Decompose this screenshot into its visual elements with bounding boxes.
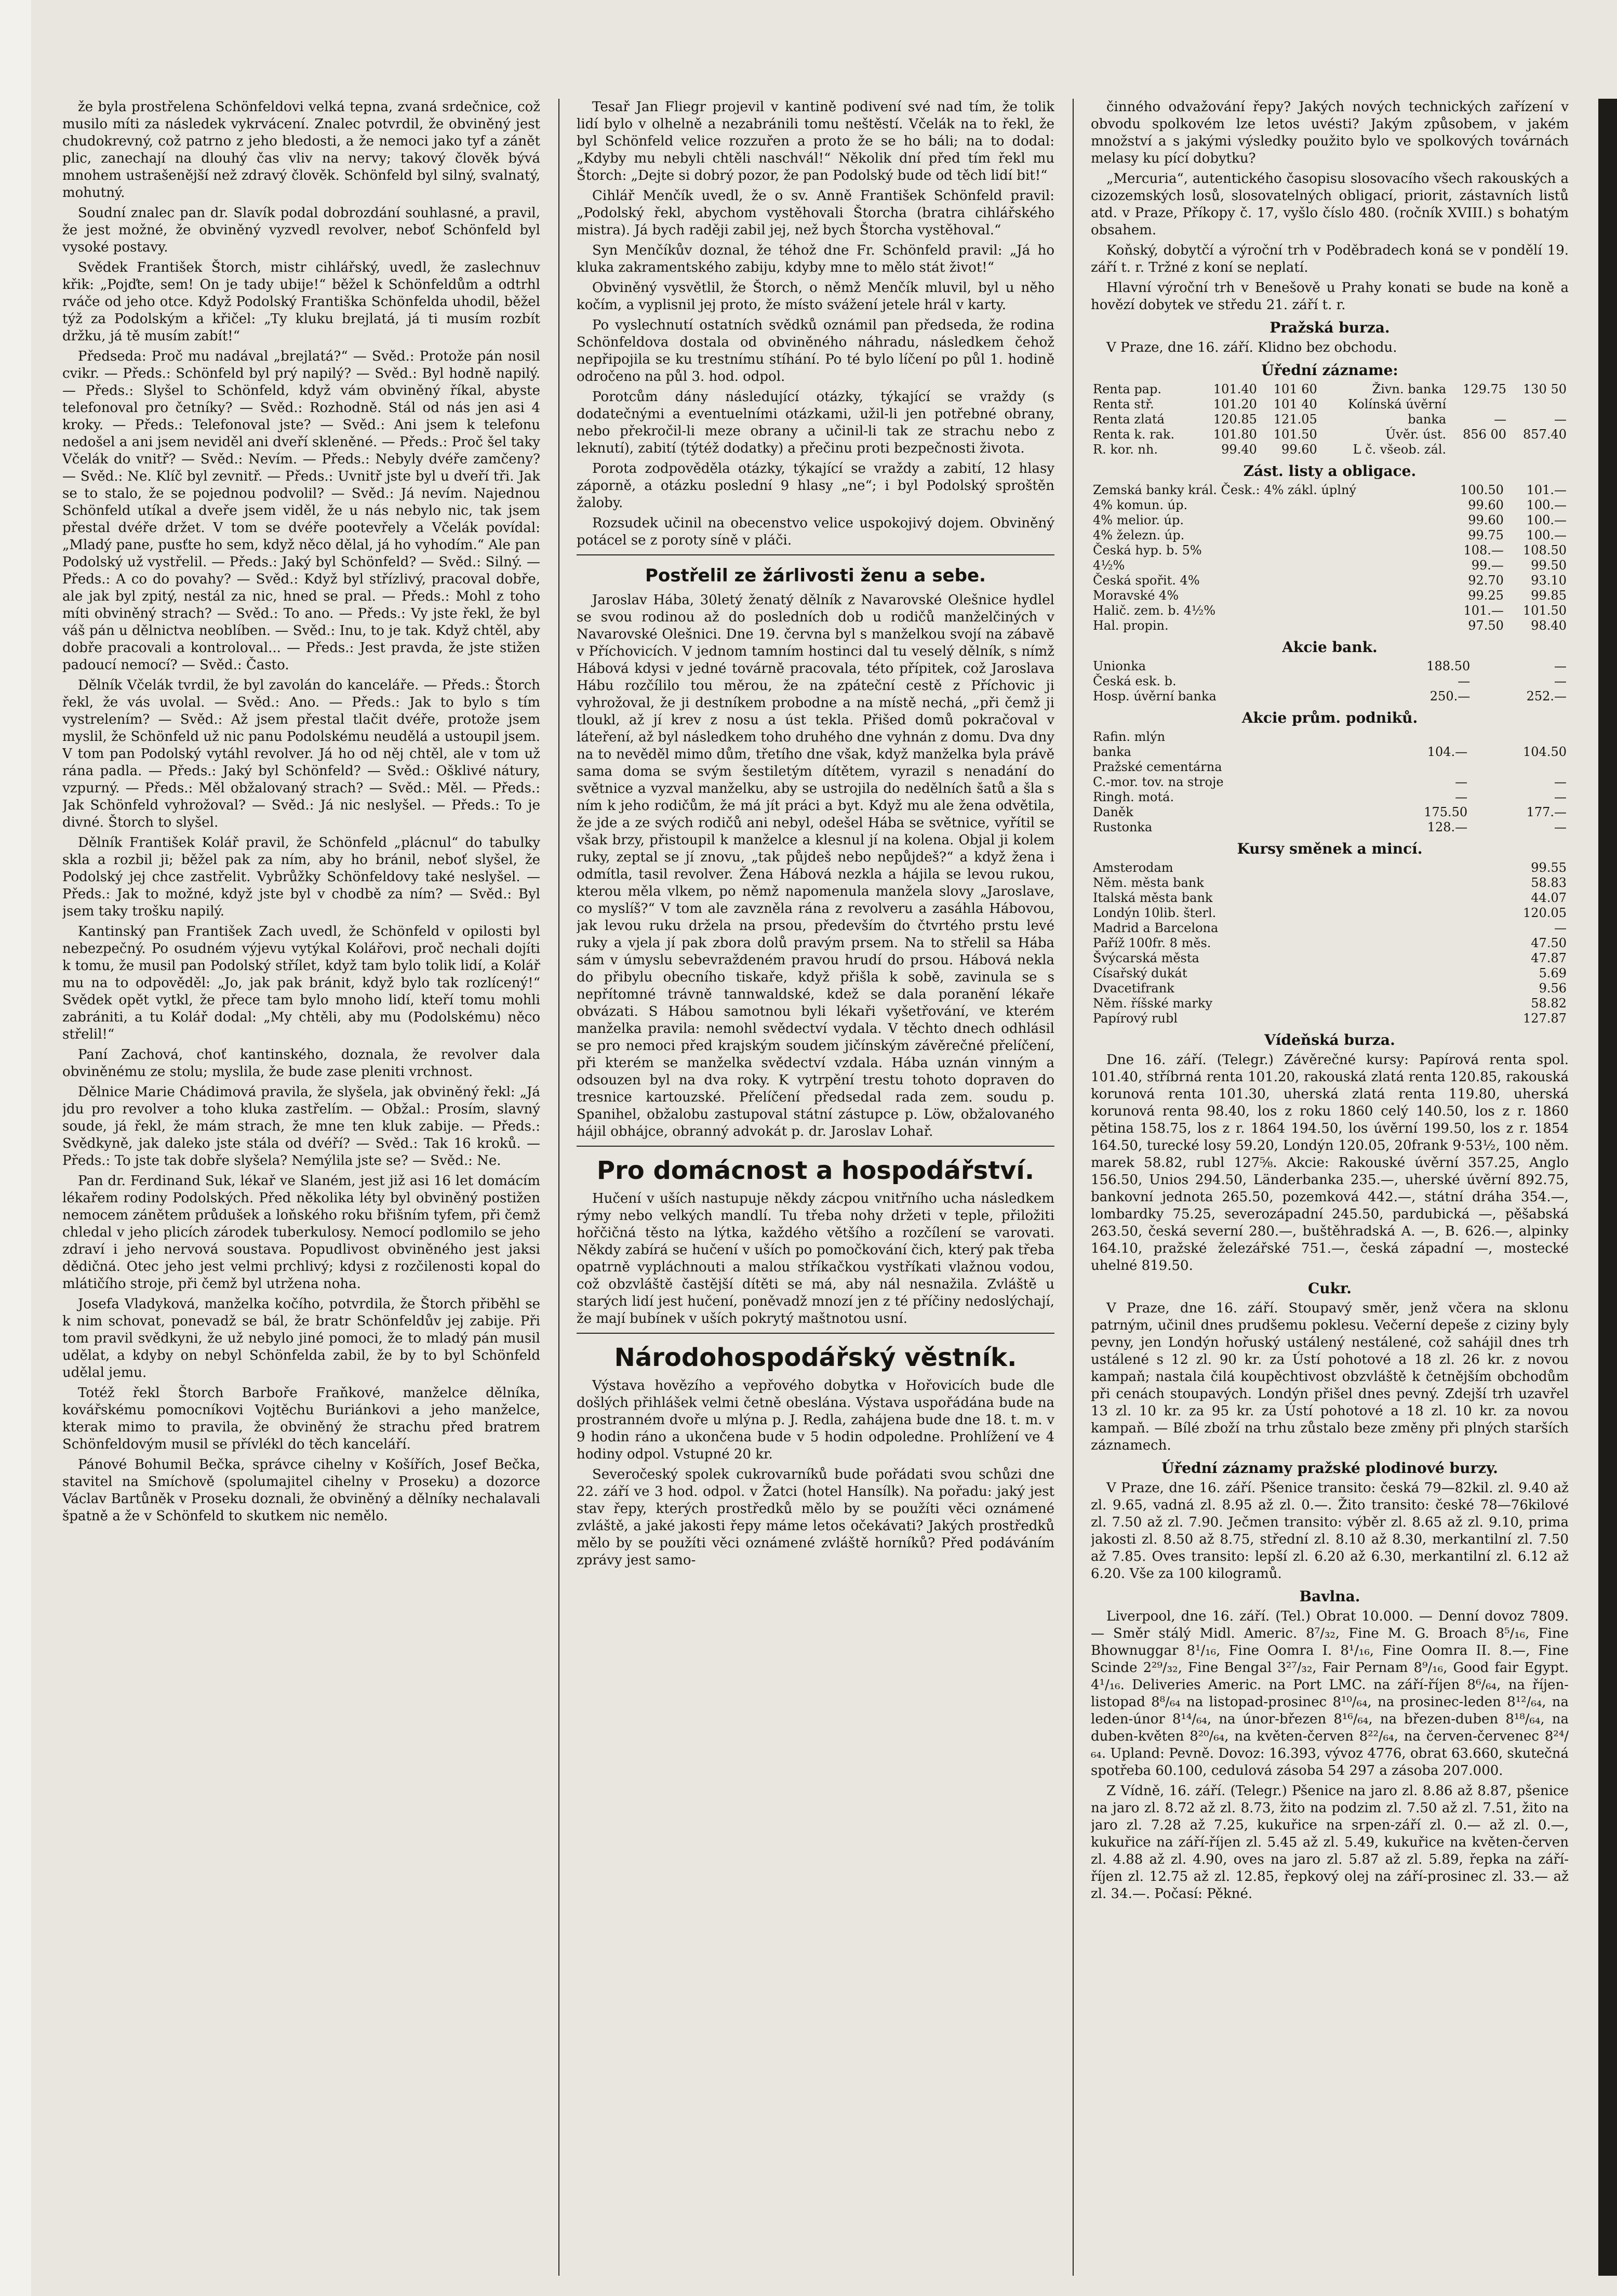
column-2	[577, 99, 1054, 2276]
row-value: 99.60	[1468, 498, 1504, 512]
row-label: 4% komun. úp.	[1093, 498, 1188, 512]
row-value: 101.80	[1213, 427, 1257, 442]
paragraph: Porotcům dány následující otázky, týkající se vraždy (s dodatečnými a eventuelními otázkami, užil-li jen potřebné obrany, nebo překročil-li meze obrany a učinil-li tak ze strachu nebo z leknutí), zabití (týtéž dodatky) a přečinu proti bezpečnosti života.	[577, 389, 1054, 456]
vienna-heading: Vídeňská burza.	[1264, 1031, 1395, 1049]
paragraph: Josefa Vladyková, manželka kočího, potvrdila, že Štorch přiběhl se k nim schovat, ponevadž se bál, že bratr Schönfeldův jej zabije. Při tom pravil svědkyni, že už nebylo jiné pomoci, že to mladý pán musil udělat, a kdyby on nebyl Schönfelda zabil, že by to byl Schönfeld udělal jemu.	[62, 1296, 540, 1381]
row-label: Madrid a Barcelona	[1093, 921, 1219, 935]
paragraph: činného odvažování řepy? Jakých nových technických zařízení v obvodu spolkovém lze letos uvésti? Jakým způsobem, v jakém množství a s jakými výsledky použito bylo ve spolkových továrnách melasy ku pící dobytku?	[1091, 99, 1569, 166]
bond-row	[1091, 513, 1569, 528]
paragraph: Jaroslav Hába, 30letý ženatý dělník z Navarovské Olešnice hydlel se svou rodinou až do posledních dob u rodičů manželčiných v Navarovské Olešnici. Dne 19. června byl s manželkou svojí na zábavě v Příchovicích. V jednom tamním hostinci dal tu veselý dělník, s nímž Hábová kdysi v jedné továrně pracovala, této přípitek, což Jaroslava Hábu rozčílilo tou měrou, že na zpáteční cestě z Příchovic ji vyhrožoval, že ji destníkem probodne a na místě nechá, „při čemž ji tloukl, až jí krev z nosu a úst tekla. Přišed domů pokračoval v láteření, až byl následkem toho druhého dne vyhnán z domu. Dva dny na to nevěděl mimo dům, třetího dne však, když manželka byla právě sama doma se svým šestiletým dítětem, vyrazil s nenadání do světnice a vyzval manželku, aby se ustrojila do nedělních šatů a šla s ním k jeho rodičům, že má jít práci a byt. Když mu ale žena odvětila, že jde a ze svých rodičů ani nebyl, odešel Hába se světnice, vyřítil se však brzy, přistoupil k manželce a klesnul jí na kolena. Objal ji kolem ruky, zeptal se jí znovu, „tak půjdeš nebo nepůjdeš?“ a když žena i odmítla, tasil revolver. Žena Hábová nezkla a hájila se levou rukou, kterou měla vlkem, po němž napomenula manžela slovy „Jaroslave, co myslíš?“ V tom ale zavzněla rána z revolveru a zasáhla Hábovou, jak levou ruku držela na prsou, především do čtvrtého prstu levé ruky a vjela jí pak zbora dolů pravým prsem. Na to střelil sa Hába sám v úmyslu sebevraždeném pravou hrudí do prsou. Hábová nekla do přibylu obecního tiskaře, když přišla k sobě, zavinula se s nepřítomné trávně tannwaldské, kdež se dala poranění lékaře obvázati. S Hábou samotnou byli lékaři vyšetřování, ve kterém manželka pravila: nemohl svědectví vydala. V těchto dnech odhlásil se pro nemoci před krajským soudem jičínským závěrečné přelíčení, při kterém se manželka svědectví vzdala. Hába uznán vinným a odsouzen byl na dva roky. K vytrpění trestu tohoto dopraven do tresnice kartouzské. Přelíčení předsedal rada zem. soudu p. Spanihel, obžalobu zastupoval státní zástupce p. Löw, obžalovaného hájil obhájce, obranný advokát p. dr. Jaroslav Lohař.	[577, 592, 1054, 1139]
rates-row	[1091, 397, 1569, 412]
paragraph: „Mercuria“, autentického časopisu slosovacího všech rakouských a cizozemských losů, slosovatelných obligací, priorit, zástavních listů atd. v Praze, Příkopy č. 17, vyšlo číslo 480. (ročník XVIII.) s bohatým obsahem.	[1091, 171, 1569, 238]
exchange-heading: Kursy směnek a mincí.	[1237, 840, 1423, 857]
row-value: 101.20	[1213, 397, 1257, 412]
row-value: 99.75	[1468, 528, 1504, 542]
paragraph: Dne 16. září. (Telegr.) Závěrečné kursy: Papírová renta spol. 101.40, stříbrná renta 101.20, rakouská zlatá renta 120.85, rakouská korunová renta 101.30, uherská zlatá renta 119.80, uherská korunová renta 98.40, los z roku 1860 celý 140.50, los z r. 1860 pětina 158.75, los z r. 1864 194.50, los úvěrní 199.50, los z r. 1854 164.50, turecké losy 59.20, Londýn 120.05, 20frank 9·53½, 100 něm. marek 58.82, rubl 127⅝. Akcie: Rakouské úvěrní 357.25, Anglo 156.50, Unios 294.50, Länderbanka 235.—, uherské úvěrní 892.75, bankovní jednota 265.50, pozemková 442.—, státní dráha 354.—, lombardky 75.25, severozápadní 245.50, pardubická —, pěšabská 263.50, česká severní 280.—, buštěhradská A. —, B. 626.—, alpinky 164.10, pražské železářské 751.—, česká západní —, mostecké uhelné 819.50.	[1091, 1052, 1569, 1273]
row-label: Halič. zem. b. 4½%	[1093, 603, 1216, 618]
row-label: Hal. propin.	[1093, 618, 1169, 633]
paragraph: Z Vídně, 16. září. (Telegr.) Pšenice na jaro zl. 8.86 až 8.87, pšenice na jaro zl. 8.72 až zl. 8.73, žito na podzim zl. 7.50 až zl. 7.51, žito na jaro zl. 7.28 až 7.25, kukuřice na srpen-září zl. 0.— až zl. 0.—, kukuřice na září-říjen zl. 5.45 až zl. 5.49, kukuřice na květen-červen zl. 4.88 až zl. 4.90, oves na jaro zl. 5.87 až zl. 5.89, řepka na září-říjen zl. 12.75 až zl. 12.85, řepkový olej na září-prosinec zl. 33.— až zl. 34.—. Počasí: Pěkné.	[1091, 1783, 1569, 1902]
row-value: 104.—	[1427, 745, 1468, 759]
sugar-heading: Cukr.	[1308, 1280, 1352, 1297]
exchange-row	[1091, 981, 1569, 996]
row-value	[1508, 397, 1569, 412]
paragraph: Severočeský spolek cukrovarníků bude pořádati svou schůzi dne 22. září ve 3 hod. odpol. v Žatci (hotel Hansílk). Na pořadu: jaký jest stav řepy, kterých prostředků mělo by se použíti věci oznámené zvláště, a jaké jakosti řepy máme letos očekávati? Jakých prostředků mělo by se použíti věci oznámené zvláště horníků? Před podáváním zprávy jest samo-	[577, 1467, 1054, 1568]
bond-row	[1091, 603, 1569, 618]
row-value: 101 60	[1273, 382, 1317, 396]
row-value	[1469, 729, 1569, 745]
row-value: 100.—	[1526, 498, 1567, 512]
bond-row	[1091, 483, 1569, 498]
row-value: Živn. banka	[1372, 382, 1447, 396]
row-value: 58.83	[1531, 875, 1567, 890]
scan-dark-edge	[1598, 99, 1617, 2276]
row-value: 93.10	[1531, 573, 1567, 588]
industrial-stocks-heading: Akcie prům. podniků.	[1241, 709, 1418, 726]
row-value: 58.82	[1531, 996, 1567, 1011]
row-label: Ringh. motá.	[1093, 790, 1174, 804]
row-value: 99.25	[1468, 588, 1504, 603]
scan-margin	[0, 0, 31, 2296]
row-label: 4½%	[1093, 558, 1125, 573]
row-label: R. kor. nh.	[1093, 442, 1158, 457]
row-value: —	[1554, 820, 1567, 834]
rates-row	[1091, 442, 1569, 457]
bond-row	[1091, 543, 1569, 558]
row-value	[1370, 729, 1469, 745]
row-value	[1469, 760, 1569, 775]
row-value	[1448, 397, 1508, 412]
row-value: —	[1554, 790, 1567, 804]
row-value: 188.50	[1426, 659, 1471, 673]
exchange-row	[1091, 936, 1569, 951]
row-value: 175.50	[1424, 805, 1468, 819]
paragraph: Cihlář Menčík uvedl, že o sv. Anně František Schönfeld pravil: „Podolský řekl, abychom vystěhovali Štorcha (bratra cihlářského mistra). Já bych raději zabil jej, než bych Štorcha vystěhoval.“	[577, 188, 1054, 238]
paragraph: Dělník Včelák tvrdil, že byl zavolán do kanceláře. — Předs.: Štorch řekl, že vás uvolal. — Svěd.: Ano. — Předs.: Jak to bylo s tím vystrelením? — Svěd.: Až jsem přestal tlačit dvéře, protože jsem myslil, že Schönfeld už nic panu Podolskému neudělá a ustoupil jsem. V tom pan Podolský vytáhl revolver. Já ho od něj chtěl, ale v tom už rána padla. — Předs.: Jaký byl Schönfeld? — Svěd.: Ošklivé nátury, vzpurný. — Předs.: Měl obžalovaný strach? — Svěd.: Měl. — Předs.: Jak Schönfeld vyhrožoval? — Svěd.: Já nic neslyšel. — Předs.: To je divné. Štorch to slyšel.	[62, 678, 540, 830]
bourse-date: V Praze, dne 16. září. Klidno bez obchodu.	[1106, 340, 1397, 355]
row-value: 108.50	[1523, 543, 1567, 558]
row-value: 47.87	[1531, 951, 1567, 965]
paragraph: Syn Menčíkův doznal, že téhož dne Fr. Schönfeld pravil: „Já ho kluka zakramentského zabiju, kdyby mne to mělo stát život!“	[577, 243, 1054, 275]
row-value: banka	[1408, 412, 1447, 427]
rates-table	[1091, 382, 1569, 457]
exchange-row	[1091, 951, 1569, 966]
row-value: —	[1494, 412, 1507, 427]
paragraph: Hučení v uších nastupuje někdy zácpou vnitřního ucha následkem rýmy nebo velkých mandlí. Tu třeba nohy držeti v teple, přiložiti hořčičná těsto na lýtka, každého většího a rozčílení se varovati. Někdy zabírá se hučení v uších po pomočkování čich, který pak třeba opatrně vypláchnouti a malou stříkačkou vystříkati vlažnou vodou, což obzvláště častější dítěti se má, aby nál nesnažila. Zvláště u starých lidí jest hučení, poněvadž mnozí jen z té příčiny nedoslýchají, že mají bubínek v uších pokrytý maštnotou usní.	[577, 1191, 1054, 1326]
row-label: Česká hyp. b. 5%	[1093, 543, 1202, 558]
industrial-stock-row	[1091, 775, 1569, 790]
divider	[577, 554, 1054, 555]
paragraph: Svědek František Štorch, mistr cihlářský, uvedl, že zaslechnuv křik: „Pojďte, sem! On je tady ubije!“ běžel k Schönfeldům a odtrhl rváče od jeho otce. Když Podolský Františka Schönfelda uhodil, běžel týž za Podolským a křičel: „Ty kluku brejlatá, já ti musím rozbít držku, já tě musím zabít!“	[62, 260, 540, 344]
exchange-row	[1091, 921, 1569, 936]
stocks-heading: Akcie bank.	[1282, 639, 1378, 656]
row-value: L č. všeob. zál.	[1353, 442, 1447, 457]
newspaper-page	[62, 99, 1569, 2276]
paragraph: V Praze, dne 16. září. Stoupavý směr, jenž včera na sklonu patrným, učinil dnes prudšemu poklesu. Večerní depeše z ciziny byly pevny, jen Londýn hořuský ustálený nestálené, což sahájil dnes trh ustálené s 12 zl. 90 kr. za Ústí pohotové a 18 zl. 26 kr. z novou kampaň; nastala čilá koupěchtivost obzvláště k četnějším obchodům při cenách stoupavých. Londýn přišel dnes pevný. Zdejší trh uzavřel 13 zl. 10 kr. za 95 kr. za Ústí pohotové a 18 zl. 10 kr. za novou kampaň. — Bílé zboží na trhu zůstalo beze změny při plných starších záznamech.	[1091, 1300, 1569, 1453]
paragraph: Koňský, dobytčí a výroční trh v Poděbradech koná se v pondělí 19. září t. r. Tržné z koní se neplatí.	[1091, 243, 1569, 275]
row-value: 108.—	[1463, 543, 1504, 558]
row-value: 5.69	[1539, 966, 1567, 980]
exchange-row	[1091, 875, 1569, 891]
paragraph: Výstava hovězího a vepřového dobytka v Hořovicích bude dle došlých přihlášek velmi četně obeslána. Výstava uspořádána bude na prostranném dvoře u mlýna p. J. Redla, zahájena bude dne 18. t. m. v 9 hodin ráno a ukončena bude v 5 hodin odpoledne. Prohlížení ve 4 hodiny odpol. Vstupné 20 kr.	[577, 1378, 1054, 1462]
industrial-stock-row	[1091, 729, 1569, 745]
rates-row	[1091, 382, 1569, 397]
row-value: 92.70	[1468, 573, 1504, 588]
row-value: 101.—	[1526, 483, 1567, 497]
row-value: —	[1554, 412, 1567, 427]
column-3	[1091, 99, 1569, 2276]
bond-row	[1091, 528, 1569, 543]
paragraph: Pánové Bohumil Bečka, správce cihelny v Košířích, Josef Bečka, stavitel na Smíchově (spolumajitel cihelny v Proseku) a dozorce Václav Bartůněk v Proseku doznali, že obviněný a dělníky nechalavali špatně a že v Schönfeld to skutkem nic nemělo.	[62, 1457, 540, 1524]
grain-heading: Úřední záznamy pražské plodinové burzy.	[1161, 1459, 1498, 1477]
row-value: 9.56	[1539, 981, 1567, 996]
row-label: C.-mor. tov. na stroje	[1093, 775, 1224, 789]
row-label: Amsterodam	[1093, 860, 1173, 875]
paragraph: Obviněný vysvětlil, že Štorch, o němž Menčík mluvil, byl u něho kočím, a vyplisnil jej proto, že místo svážení jetele hrál v karty.	[577, 280, 1054, 313]
bond-row	[1091, 558, 1569, 573]
paragraph: Pan dr. Ferdinand Suk, lékař ve Slaném, jest již asi 16 let domácím lékařem rodiny Podolských. Před několika léty byl obviněný postižen nemocem zánětem průdušek a loňského roku břišním tyfem, při čemž chledal v jeho plicích zárodek tuberkulosy. Nemocí podlomilo se jeho zdraví i jeho nervová soustava. Popudlivost obviněného jest jaksi dědičná. Otec jeho jest velmi prchlivý; kdysi z rozčilenosti kopal do mlátičího stroje, při čemž byl utržena noha.	[62, 1173, 540, 1292]
article-heading: Postřelil ze žárlivosti ženu a sebe.	[645, 565, 986, 586]
row-value: —	[1554, 921, 1567, 935]
bond-row	[1091, 498, 1569, 513]
row-value: 120.85	[1213, 412, 1257, 427]
bourse-heading: Pražská burza.	[1269, 319, 1390, 336]
row-value: —	[1554, 674, 1567, 688]
industrial-stock-row	[1091, 745, 1569, 760]
row-label: Renta stř.	[1093, 397, 1154, 412]
row-value: 101 40	[1273, 397, 1317, 412]
cotton-heading: Bavlna.	[1299, 1588, 1360, 1605]
row-value: 101.40	[1213, 382, 1257, 396]
row-value: —	[1455, 775, 1468, 789]
column-rule	[1073, 99, 1074, 2276]
row-label: Renta k. rak.	[1093, 427, 1175, 442]
paragraph: Předseda: Proč mu nadával „brejlatá?“ — Svěd.: Protože pán nosil cvikr. — Předs.: Schönfeld byl prý napilý? — Svěd.: Byl hodně napilý. — Předs.: Slyšel to Schönfeld, když vám obviněný říkal, abyste telefonoval pro četníky? — Svěd.: Rozhodně. Stál od nás jen asi 4 kroky. — Předs.: Telefonoval jste? — Svěd.: Ani jsem k telefonu nedošel a ani jsem neviděl ani dveří skleněné. — Předs.: Proč šel taky Včelák do vnitř? — Svěd.: Nevím. — Předs.: Nebyly dvéře zamčeny? — Svěd.: Ne. Klíč byl zevnitř. — Předs.: Uvnitř jste byl u dveří tři. Jak se to stalo, že se pojednou podvolil? — Svěd.: Já nevím. Najednou Schönfeld utíkal a dveře jsem viděl, že u nás nebylo nic, tak jsem přestal dvéře držet. V tom se dvéře pootevřely a Včelák povídal: „Mladý pane, pusťte ho sem, když něco dělal, já ho vyhodím.“ Ale pan Podolský už vystřelil. — Předs.: Jaký byl Schönfeld? — Svěd.: Silný. — Předs.: A co do povahy? — Svěd.: Když byl střízlivý, pracoval dobře, ale jak byl zpitý, nestál za nic, hned se pral. — Předs.: Mohl z toho míti obviněný strach? — Svěd.: To ano. — Předs.: Vy jste řekl, že byl váš pán u dělnictva neoblíben. — Svěd.: Inu, to je tak. Když chtěl, aby dobře pracovali a kontroloval... — Předs.: Jest pravda, že jste stižen padoucí nemocí? — Svěd.: Často.	[62, 349, 540, 673]
section-heading: Národohospodářský věstník.	[614, 1343, 1017, 1372]
row-value: 130 50	[1523, 382, 1567, 396]
bond-row	[1091, 618, 1569, 633]
row-value: 121.05	[1273, 412, 1317, 427]
paragraph: že byla prostřelena Schönfeldovi velká tepna, zvaná srdečnice, což musilo míti za následek vykrvácení. Znalec potvrdil, že obviněný jest chudokrevný, což patrno z jeho bledosti, a že nemoci jako tyf a zánět plic, zanechají na dlouhý čas vliv na nervy; takový člověk bývá mnohem ustrašenější než zdravý člověk. Schönfeld byl silný, svalnatý, mohutný.	[62, 99, 540, 201]
row-label: Paříž 100fr. 8 měs.	[1093, 936, 1211, 950]
stock-row	[1091, 674, 1569, 689]
row-value	[1508, 442, 1569, 457]
row-value: 99.60	[1468, 513, 1504, 527]
row-value: 129.75	[1463, 382, 1507, 396]
divider	[577, 1333, 1054, 1334]
row-value: 104.50	[1523, 745, 1567, 759]
row-label: Rustonka	[1093, 820, 1153, 834]
row-value: 100.50	[1460, 483, 1504, 497]
row-value: Úvěr. úst.	[1385, 427, 1447, 442]
paragraph: Totéž řekl Štorch Barboře Fraňkové, manželce dělníka, kovářskému pomocníkovi Vojtěchu Buriánkovi a jeho manželce, kterak mimo to pravila, že obviněný že strachu před bratrem Schönfeldovým musil se přívlékl do těch kanceláří.	[62, 1385, 540, 1452]
industrial-stock-row	[1091, 805, 1569, 820]
row-label: Císařský dukát	[1093, 966, 1187, 980]
exchange-table	[1091, 860, 1569, 1026]
row-label: Moravské 4%	[1093, 588, 1179, 603]
paragraph: Kantinský pan František Zach uvedl, že Schönfeld v opilosti byl nebezpečný. Po osudném výjevu vytýkal Kolářovi, proč nechali dojíti k tomu, že musil pan Podolský střílet, když tam bylo tolik lidí, a Kolář mu na to odpověděl: „Jo, jak pak bránit, když bylo tak rozlícený!“ Svědek opět vytkl, že přece tam bylo mnoho lidí, kteří tomu mohli zabrániti, a tu Kolář dodal: „My chtěli, aby mu (Podolskému) něco střelil!“	[62, 924, 540, 1042]
bond-row	[1091, 588, 1569, 603]
row-value: 99.—	[1471, 558, 1504, 573]
row-label: Daněk	[1093, 805, 1133, 819]
row-label: Rafin. mlýn	[1093, 729, 1166, 744]
stock-row	[1091, 659, 1569, 674]
row-label: 4% železn. úp.	[1093, 528, 1185, 542]
row-label: Švýcarská města	[1093, 951, 1199, 965]
row-value: 97.50	[1468, 618, 1504, 633]
rates-heading: Úřední zázname:	[1261, 362, 1398, 379]
row-value: 101.50	[1523, 603, 1567, 618]
row-value: 99.60	[1281, 442, 1317, 457]
row-label: Papírový rubl	[1093, 1011, 1178, 1026]
paragraph: Rozsudek učinil na obecenstvo velice uspokojivý dojem. Obviněný potácel se z poroty síně v pláči.	[577, 515, 1054, 548]
industrial-stock-row	[1091, 820, 1569, 835]
industrial-stocks-table	[1091, 729, 1569, 835]
row-label: Italská města bank	[1093, 891, 1213, 905]
row-value: 99.85	[1531, 588, 1567, 603]
exchange-row	[1091, 891, 1569, 906]
row-value: 98.40	[1531, 618, 1567, 633]
row-value: —	[1554, 775, 1567, 789]
row-value: 101.—	[1463, 603, 1504, 618]
row-value: 127.87	[1523, 1011, 1567, 1026]
exchange-row	[1091, 996, 1569, 1011]
divider	[577, 1146, 1054, 1147]
row-value: 252.—	[1526, 689, 1567, 704]
row-value: —	[1554, 659, 1567, 673]
bonds-table	[1091, 483, 1569, 633]
row-value	[1448, 442, 1508, 457]
row-value: 100.—	[1526, 513, 1567, 527]
exchange-row	[1091, 860, 1569, 875]
column-1	[62, 99, 540, 2276]
exchange-row	[1091, 966, 1569, 981]
row-value: —	[1458, 674, 1471, 688]
paragraph: Dělnice Marie Chádimová pravila, že slyšela, jak obviněný řekl: „Já jdu pro revolver a toho kluka zastřelím. — Obžal.: Prosím, slavný soude, já řekl, že mám strach, že mne ten kluk zabije. — Předs.: Svědkyně, jak daleko jste stála od dvéří? — Svěd.: Tak 16 kroků. — Předs.: To jste tak dobře slyšela? Nemýlila jste se? — Svěd.: Ne.	[62, 1084, 540, 1169]
row-label: Pražské cementárna	[1093, 760, 1222, 774]
row-label: Hosp. úvěrní banka	[1093, 689, 1217, 704]
row-value: 101.50	[1273, 427, 1317, 442]
row-value: 177.—	[1526, 805, 1567, 819]
row-label: Renta zlatá	[1093, 412, 1165, 427]
row-label: Česká spořit. 4%	[1093, 573, 1200, 588]
row-label: banka	[1093, 745, 1131, 759]
paragraph: Soudní znalec pan dr. Slavík podal dobrozdání souhlasné, a pravil, že jest možné, že obviněný vyzvedl revolver, neboť Schönfeld byl vysoké postavy.	[62, 205, 540, 255]
row-value: 99.50	[1531, 558, 1567, 573]
row-value: 857.40	[1523, 427, 1567, 442]
row-value: 856 00	[1463, 427, 1507, 442]
paragraph: Dělník František Kolář pravil, že Schönfeld „plácnul“ do tabulky skla a rozbil ji; běžel pak za ním, aby ho bránil, neboť slyšel, že Podolský jej chce zastřelit. Vybrůžky Schönfeldovy také neslyšel. — Předs.: Jak to možné, když jste byl v chodbě za ním? — Svěd.: Byl jsem taky trošku napilý.	[62, 835, 540, 919]
paragraph: Liverpool, dne 16. září. (Tel.) Obrat 10.000. — Denní dovoz 7809. — Směr stálý Midl. Americ. 8⁷/₃₂, Fine M. G. Broach 8⁵/₁₆, Fine Bhownuggar 8¹/₁₆, Fine Oomra I. 8¹/₁₆, Fine Oomra II. 8.—, Fine Scinde 2²⁹/₃₂, Fine Bengal 3²⁷/₃₂, Fair Pernam 8⁹/₁₆, Good fair Egypt. 4¹/₁₆. Deliveries Americ. na Port LMC. na září-říjen 8⁶/₆₄, na říjen-listopad 8⁸/₆₄ na listopad-prosinec 8¹⁰/₆₄, na prosinec-leden 8¹²/₆₄, na leden-únor 8¹⁴/₆₄, na únor-březen 8¹⁶/₆₄, na březen-duben 8¹⁸/₆₄, na duben-květen 8²⁰/₆₄, na květen-červen 8²²/₆₄, na červen-červenec 8²⁴/₆₄. Upland: Pevně. Dovoz: 16.393, vývoz 4776, obrat 63.660, skutečná spotřeba 60.100, cedulová zásoba 54 297 a zásoba 207.000.	[1091, 1609, 1569, 1779]
paragraph: Hlavní výroční trh v Benešově u Prahy konati se bude na koně a hovězí dobytek ve středu 21. září t. r.	[1091, 280, 1569, 313]
bond-row	[1091, 573, 1569, 588]
row-value: 99.40	[1221, 442, 1257, 457]
row-value: 128.—	[1427, 820, 1468, 834]
row-label: Londýn 10lib. šterl.	[1093, 906, 1217, 920]
row-value: 250.—	[1429, 689, 1471, 704]
paragraph: Tesař Jan Fliegr projevil v kantině podivení své nad tím, že tolik lidí bylo v olhelně a nezabránili tomu neštěstí. Včelák na to řekl, že byl Schönfeld velice rozzuřen a proto že se ho báli; na to dodal: „Kdyby mu nebyli chtěli naschvál!“ Několik dní před tím řekl mu Štorch: „Dejte si dobrý pozor, že pan Podolský bude od těch lidí bit!“	[577, 99, 1054, 183]
row-label: Něm. říšské marky	[1093, 996, 1213, 1011]
row-value	[1370, 760, 1469, 775]
row-label: Česká esk. b.	[1093, 674, 1177, 688]
paragraph: Paní Zachová, choť kantinského, doznala, že revolver dala obviněnému ze stolu; myslila, že bude zase pleniti vrchnost.	[62, 1047, 540, 1080]
row-value: 44.07	[1531, 891, 1567, 905]
bonds-heading: Zást. listy a obligace.	[1243, 462, 1416, 480]
exchange-row	[1091, 906, 1569, 921]
paragraph: Porota zodpověděla otázky, týkající se vraždy a zabití, 12 hlasy záporně, a otázku poslední 9 hlasy „ne“; i byl Podolský sproštěn žaloby.	[577, 461, 1054, 511]
column-rule	[558, 99, 559, 2276]
row-label: Unionka	[1093, 659, 1146, 673]
stocks-table	[1091, 659, 1569, 704]
row-label: Zemská banky král. Česk.: 4% zákl. úplný	[1093, 483, 1356, 497]
row-value: 120.05	[1523, 906, 1567, 920]
paragraph: Po vyslechnutí ostatních svědků oznámil pan předseda, že rodina Schönfeldova dostala od obviněného náhradu, následkem čehož nepřipojila se ku trestnímu stíhání. Po té bylo líčení po půl 1. hodině odročeno na půl 3. hod. odpol.	[577, 317, 1054, 384]
row-label: Renta pap.	[1093, 382, 1161, 396]
row-label: 4% melior. úp.	[1093, 513, 1184, 527]
row-value: 47.50	[1531, 936, 1567, 950]
industrial-stock-row	[1091, 760, 1569, 775]
industrial-stock-row	[1091, 790, 1569, 805]
row-value: Kolínská úvěrní	[1348, 397, 1447, 412]
row-label: Něm. města bank	[1093, 875, 1204, 890]
stock-row	[1091, 689, 1569, 704]
exchange-row	[1091, 1011, 1569, 1026]
row-value: —	[1455, 790, 1468, 804]
row-value: 100.—	[1526, 528, 1567, 542]
row-value: 99.55	[1531, 860, 1567, 875]
rates-row	[1091, 412, 1569, 427]
paragraph: V Praze, dne 16. září. Pšenice transito: česká 79—82kil. zl. 9.40 až zl. 9.65, vadná zl. 8.95 až zl. 0.—. Žito transito: české 78—76kilové zl. 7.50 až zl. 7.90. Ječmen transito: výběr zl. 8.65 až zl. 9.10, prima jakosti zl. 8.50 až 8.75, střední zl. 8.10 až 8.30, merkantilní zl. 7.50 až 7.85. Oves transito: lepší zl. 6.20 až 6.30, merkantilní zl. 6.12 až 6.20. Vše za 100 kilogramů.	[1091, 1480, 1569, 1582]
row-label: Dvacetifrank	[1093, 981, 1174, 996]
section-heading: Pro domácnost a hospodářství.	[596, 1156, 1035, 1185]
rates-row	[1091, 427, 1569, 442]
